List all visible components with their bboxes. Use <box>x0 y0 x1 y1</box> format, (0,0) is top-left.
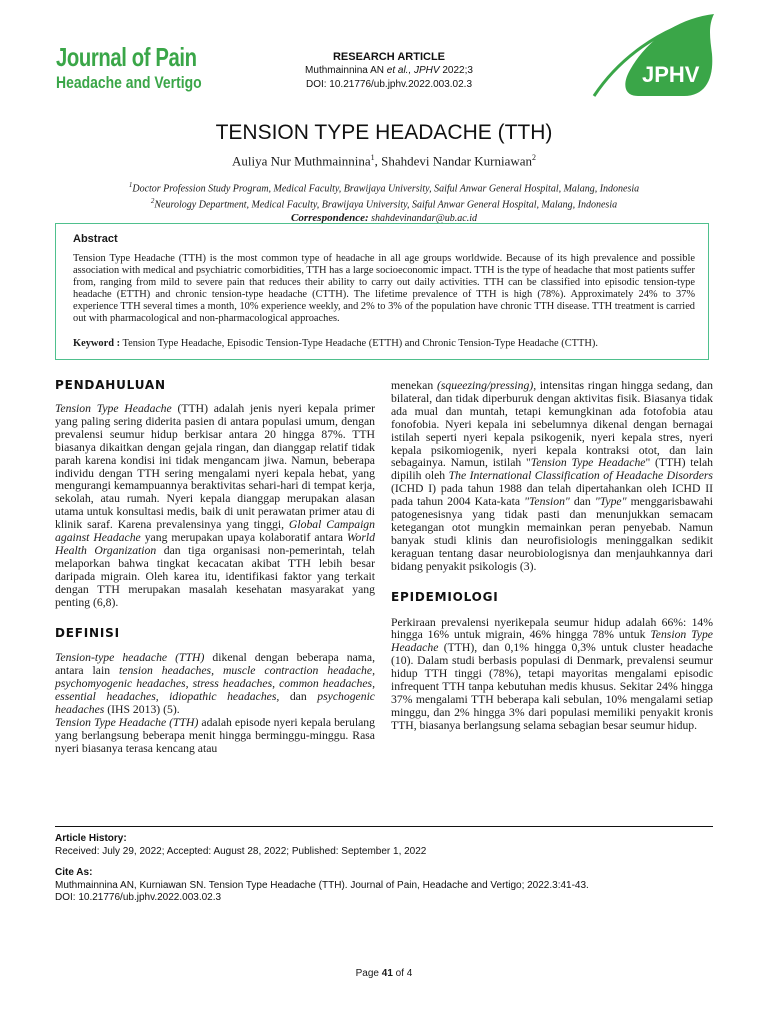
body-text: (ICHD I) pada tahun 1988 dan telah dipertahankan oleh ICHD II pada tahun 2004 Kata-kata <box>391 482 713 509</box>
article-history <box>55 833 426 858</box>
body-text: (IHS 2013) (5). <box>104 703 180 717</box>
cite-text: Muthmainnina AN, Kurniawan SN. Tension Type Headache (TTH). Journal of Pain, Headache and Vertigo; 2022.3:41-43. <box>55 879 589 891</box>
history-label: Article History: <box>55 833 127 844</box>
page-current: 41 <box>381 968 393 979</box>
italic-term: (squeezing/pressing), <box>436 379 537 392</box>
affiliation-text: Doctor Profession Study Program, Medical Faculty, Brawijaya University, Saiful Anwar General Hospital, Malang, Indonesia <box>132 183 640 195</box>
left-column <box>55 403 375 756</box>
section-heading-definisi: DEFINISI <box>55 625 120 640</box>
body-text: dikenal dengan beberapa nama, antara lain <box>55 651 375 678</box>
italic-term: Tension Type Headache <box>530 456 646 470</box>
italic-term: World Health Organization <box>55 531 375 557</box>
correspondence-email: shahdevinandar@ub.ac.id <box>368 212 477 224</box>
body-text: intensitas ringan hingga sedang, dan bilateral, dan tidak diperburuk dengan aktivitas fisik. Biasanya tidak ada mual dan muntah, tetapi kemungkinan ada fotofobia atau fonofobia. Nyeri kepala ini sebelumnya dikenal dengan bernagai istilah seperti nyeri kepala psikogenik, nyeri kepala stres, nyeri kepala psikomiogenik, nyeri kepala kontraksi otot, dan lain sebagainya. Namun, istilah " <box>391 379 713 470</box>
italic-term: tension headaches, muscle contraction headache, psychomyogenic headaches, stress headaches, common headaches, essential headaches, idiopathic headaches, <box>55 664 375 704</box>
citation-authors: Muthmainnina AN <box>305 65 387 76</box>
author-affil-mark: 2 <box>532 153 537 162</box>
paragraph <box>55 403 375 610</box>
body-text: menggarisbawahi patogenesisnya yang tidak pasti dan menunjukkan semacam ketegangan otot mungkin memainkan peran penyebab. Namun banyak studi klinis dan neurofisiologis meninggalkan sedikit keraguan tentang dasar neurobiologisnya dan menjauhkannya dari bidang penyakit psikologis (3). <box>391 495 714 573</box>
abstract-text: Tension Type Headache (TTH) is the most common type of headache in all age groups worldwide. Because of its high prevalence and possible association with medical and psychiatric comorbidities, TTH has a large socioeconomic impact. TTH is the type of headache that most patients suffer from, ranging from mild to severe pain that reduces their ability to carry out daily activities. TTH can be classified into episodic tension-type headache (ETTH) and chronic tension-type headache (CTTH). The lifetime prevalence of TTH is high (78%). Approximately 24% to 37% experience TTH several times a month, 10% experience weekly, and 2% to 3% of the population have chronic TTH disease. TTH treatment is carried out with pharmacological and non-pharmacological approaches. <box>73 253 695 324</box>
body-text: dan <box>279 690 318 704</box>
italic-term: "Type" <box>594 495 627 509</box>
paragraph <box>391 617 713 733</box>
footer-divider <box>55 826 713 827</box>
page-number <box>0 968 768 979</box>
italic-term: Global Campaign against Headache <box>55 518 375 545</box>
italic-term: The International Classification of Headache Disorders <box>448 469 713 483</box>
header-doi: DOI: 10.21776/ub.jphv.2022.003.02.3 <box>305 79 473 90</box>
italic-term: Tension Type Headache <box>391 628 713 655</box>
keyword-label: Keyword : <box>73 338 121 349</box>
affiliation-mark: 2 <box>150 197 155 206</box>
paragraph <box>391 380 713 574</box>
right-column <box>391 380 713 733</box>
paragraph <box>55 652 375 717</box>
italic-term: Tension Type Headache <box>55 402 172 415</box>
body-text: " (TTH) telah dipilih oleh <box>391 456 713 483</box>
body-text: menekan <box>391 379 437 392</box>
body-text: dan tiga organisasi non-pemerintah, telah melaporkan bahwa tingkat kecacatan akibat TTH lebih besar daripada migrain. Oleh karea itu, identifikasi faktor yang terkait dengan TTH merupakan masalah kesehatan masyarakat yang penting (6,8). <box>55 543 375 609</box>
page-total: of 4 <box>392 968 413 979</box>
section-heading-epidemiologi: EPIDEMIOLOGI <box>391 589 499 604</box>
author-list <box>0 153 768 169</box>
logo-text: JPHV <box>642 62 700 87</box>
article-title: TENSION TYPE HEADACHE (TTH) <box>215 121 553 144</box>
body-text: (TTH) adalah jenis nyeri kepala primer yang paling sering diderita pasien di antara populasi umum, dengan prevalensi seumur hidup berkisar antara 20 hingga 87%. TTH biasanya dikaitkan dengan gejala ringan, dan dianggap relatif tidak parah karena kondisi ini tidak mengancam jiwa. Namun, beberapa individu dengan TTH sering mengalami nyeri kepala hebat, yang mengurangi kemampuannya beraktivitas sehari-hari di tempat kerja, sekolah, atau rumah. Nyeri kepala dianggap merupakan alasan utama untuk konsultasi medis, baik di unit perawatan primer atau di klinik saraf. Karena prevalensinya yang tinggi, <box>55 402 375 532</box>
author-name: , Shahdevi Nandar Kurniawan <box>374 153 533 169</box>
affiliation-line <box>0 179 768 195</box>
affiliations <box>0 179 768 225</box>
keyword-list: Tension Type Headache, Episodic Tension-Type Headache (ETTH) and Chronic Tension-Type Headache (CTTH). <box>120 338 598 349</box>
italic-term: "Tension" <box>524 495 570 509</box>
affiliation-mark: 1 <box>128 181 133 189</box>
affiliation-line <box>0 195 768 211</box>
citation-year: 2022;3 <box>439 65 473 76</box>
body-text: (TTH), dan 0,1% hingga 0,3% untuk cluster headache (10). Dalam studi berbasis populasi di Denmark, prevalensi seumur hidup TTH tinggi (78%), tetapi mayoritas mengalami episodic infrequent TTH tanpa kebutuhan medis khusus. Sekitar 24% hingga 37% mengalami TTH beberapa kali sebulan, 10% mengalami setiap minggu, dan 2% hingga 3% dari populasi memiliki penyakit kronis TTH, biasanya berlangsung selama sebagian besar seumur hidup. <box>391 641 713 732</box>
cite-doi: DOI: 10.21776/ub.jphv.2022.003.02.3 <box>55 892 222 903</box>
keywords <box>73 338 695 349</box>
body-text: dan <box>569 495 595 509</box>
jphv-logo <box>588 10 720 100</box>
section-heading-pendahuluan: PENDAHULUAN <box>55 378 166 392</box>
cite-as <box>55 867 589 905</box>
page-prefix: Page <box>355 968 382 979</box>
italic-term: psychogenic headaches <box>55 690 375 717</box>
affiliation-text: Neurology Department, Medical Faculty, Brawijaya University, Saiful Anwar General Hospital, Malang, Indonesia <box>154 199 618 211</box>
journal-subtitle: Headache and Vertigo <box>56 73 202 92</box>
body-text: Perkiraan prevalensi nyerikepala seumur hidup adalah 66%: 14% hingga 16% untuk migrain, 46% hingga 78% untuk <box>391 615 713 642</box>
citation-short <box>250 64 528 78</box>
citation-etal: et al., JPHV <box>386 65 440 76</box>
article-type: RESEARCH ARTICLE <box>332 51 446 63</box>
article-header-info <box>250 50 528 92</box>
body-text: adalah episode nyeri kepala berulang yang berlangsung beberapa menit hingga berminggu-minggu. Rasa nyeri biasanya terasa kencang atau <box>55 715 375 755</box>
journal-name: Journal of Pain <box>56 42 197 72</box>
author-name: Auliya Nur Muthmainnina <box>231 153 371 169</box>
body-text: yang merupakan upaya kolaboratif antara <box>140 531 347 545</box>
author-affil-mark: 1 <box>370 153 375 162</box>
paragraph <box>55 717 375 756</box>
cite-label: Cite As: <box>55 867 93 878</box>
italic-term: Tension Type Headache (TTH) <box>55 715 199 729</box>
italic-term: Tension-type headache (TTH) <box>55 651 205 665</box>
correspondence-label: Correspondence: <box>291 211 369 224</box>
abstract-heading: Abstract <box>73 233 118 245</box>
history-dates: Received: July 29, 2022; Accepted: August 28, 2022; Published: September 1, 2022 <box>55 845 427 857</box>
